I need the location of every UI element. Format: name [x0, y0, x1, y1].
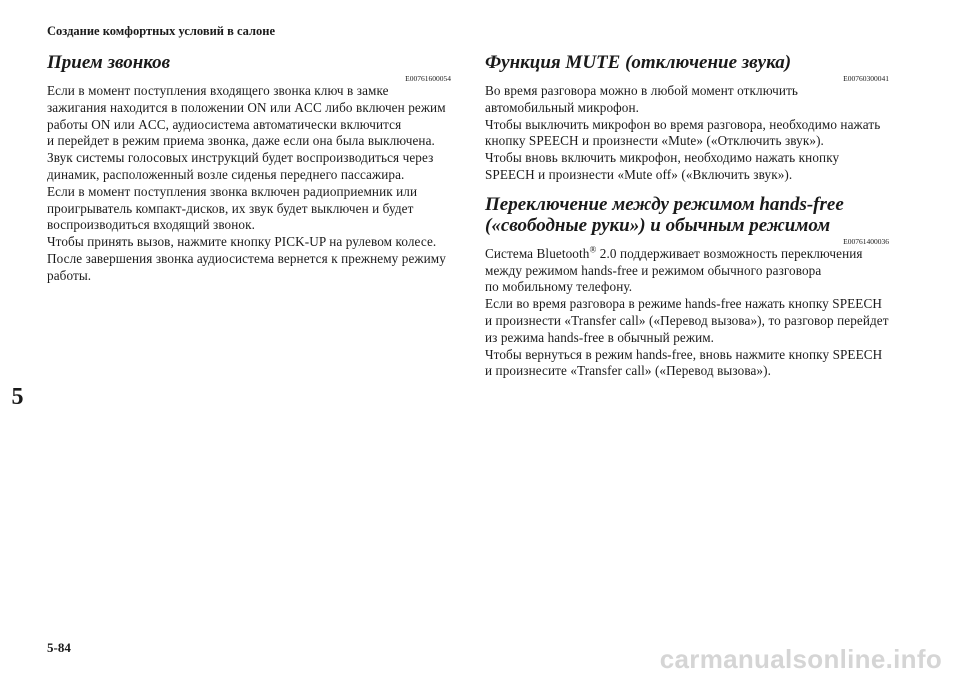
- paragraph-line: Чтобы выключить микрофон во время разговора, необходимо нажать: [485, 116, 881, 132]
- paragraph-line: и произнесите «Transfer call» («Перевод вызова»).: [485, 363, 772, 379]
- text-run: Система Bluetooth: [485, 245, 590, 261]
- section-body: [47, 83, 451, 285]
- paragraph-line: и произнести «Transfer call» («Перевод вызова»), то разговор перейдет: [485, 312, 889, 328]
- section-body: [485, 246, 889, 380]
- section-code: E00761600054: [405, 74, 451, 83]
- paragraph-line: Чтобы принять вызов, нажмите кнопку PICK-UP на рулевом колесе.: [47, 234, 437, 250]
- paragraph-line: После завершения звонка аудиосистема вернется к прежнему режиму: [47, 250, 446, 266]
- section-mute-function: [485, 52, 889, 184]
- section-title-line: («свободные руки») и обычным режимом: [485, 214, 831, 236]
- right-column: [485, 52, 889, 390]
- chapter-tab: 5: [11, 383, 24, 410]
- section-body: [485, 83, 889, 184]
- paragraph-line: зажигания находится в положении ON или ACC либо включен режим: [47, 99, 446, 115]
- section-title: Функция MUTE (отключение звука): [485, 52, 792, 73]
- paragraph-line: проигрыватель компакт-дисков, их звук будет выключен и будет: [47, 200, 414, 216]
- section-title: Прием звонков: [47, 52, 171, 73]
- section-call-receiving: [47, 52, 451, 285]
- text-run: 2.0 поддерживает возможность переключения: [596, 245, 863, 261]
- section-code: E00760300041: [843, 74, 889, 83]
- running-header: Создание комфортных условий в салоне: [47, 24, 276, 38]
- paragraph-line: динамик, расположенный возле сиденья переднего пассажира.: [47, 166, 405, 182]
- section-title: [485, 194, 889, 236]
- left-column: [47, 52, 451, 295]
- paragraph-line: Звук системы голосовых инструкций будет воспроизводиться через: [47, 150, 434, 166]
- paragraph-line: Если в момент поступления звонка включен радиоприемник или: [47, 183, 418, 199]
- paragraph-line: кнопку SPEECH и произнести «Mute» («Отключить звук»).: [485, 133, 824, 149]
- paragraph-line: между режимом hands-free и режимом обычного разговора: [485, 262, 822, 278]
- watermark: carmanualsonline.info: [659, 644, 942, 674]
- paragraph-line: по мобильному телефону.: [485, 279, 633, 295]
- paragraph-line: Чтобы вновь включить микрофон, необходимо нажать кнопку: [485, 150, 840, 166]
- paragraph-line: автомобильный микрофон.: [485, 99, 640, 115]
- section-title-line: Переключение между режимом hands-free: [485, 193, 844, 215]
- paragraph-line: [485, 246, 889, 263]
- paragraph-line: Если в момент поступления входящего звонка ключ в замке: [47, 83, 389, 98]
- paragraph-line: воспроизводиться входящий звонок.: [47, 217, 256, 233]
- paragraph-line: работы.: [47, 267, 92, 283]
- paragraph-line: Во время разговора можно в любой момент отключить: [485, 83, 799, 98]
- registered-mark: ®: [589, 244, 597, 255]
- paragraph-line: Чтобы вернуться в режим hands-free, вновь нажмите кнопку SPEECH: [485, 346, 883, 362]
- paragraph-line: работы ON или ACC, аудиосистема автоматически включится: [47, 116, 402, 132]
- section-handsfree-switch: [485, 194, 889, 380]
- paragraph-line: SPEECH и произнести «Mute off» («Включить звук»).: [485, 166, 793, 182]
- page-number: 5-84: [47, 640, 71, 655]
- section-code: E00761400036: [843, 236, 889, 246]
- paragraph-line: из режима hands-free в обычный режим.: [485, 329, 715, 345]
- paragraph-line: и перейдет в режим приема звонка, даже если она была выключена.: [47, 133, 435, 149]
- paragraph-line: Если во время разговора в режиме hands-free нажать кнопку SPEECH: [485, 296, 882, 312]
